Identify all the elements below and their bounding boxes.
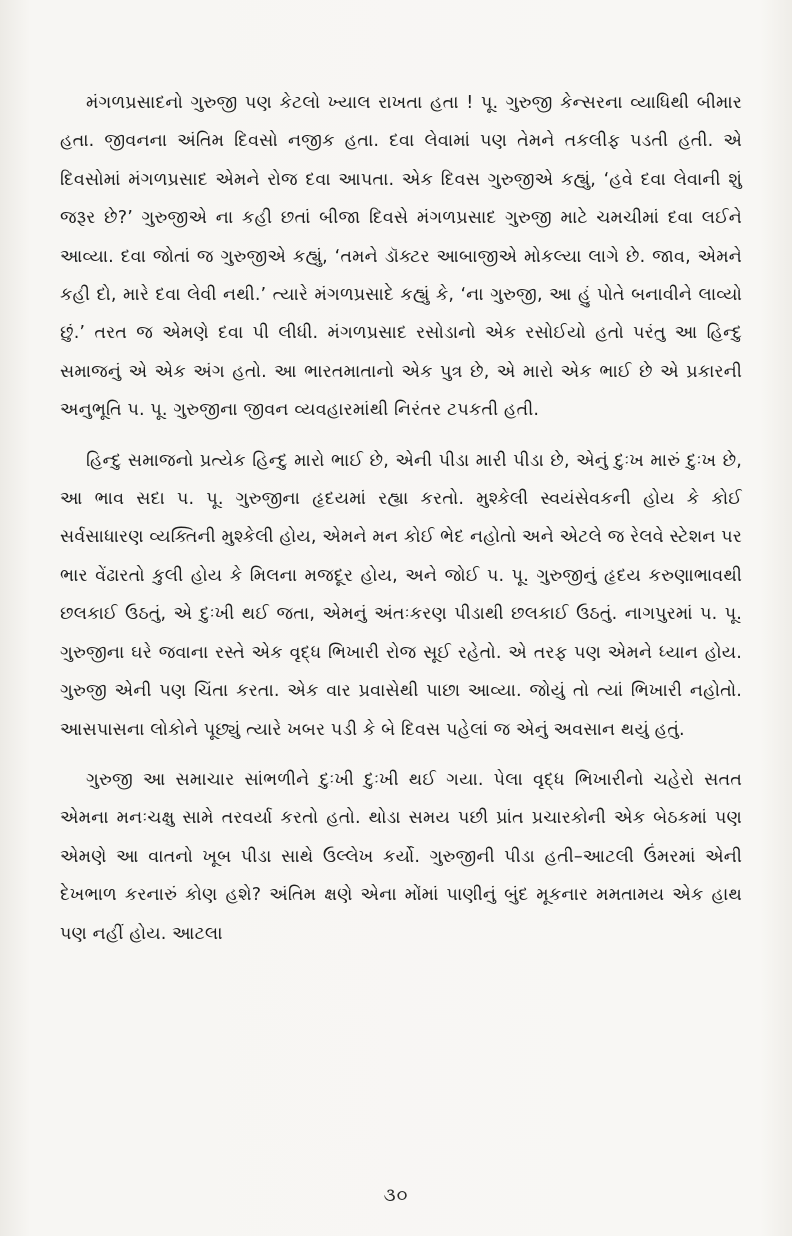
body-text bbox=[60, 84, 742, 953]
paragraph-3: ગુરુજી આ સમાચાર સાંભળીને દુઃખી દુઃખી થઈ ગયા. પેલા વૃદ્ધ ભિખારીનો ચહેરો સતત એમના મનઃચક્ષુ સામે તરવર્યા કરતો હતો. થોડા સમય પછી પ્રાંત પ્રચારકોની એક બેઠકમાં પણ એમણે આ વાતનો ખૂબ પીડા સાથે ઉલ્લેખ કર્યો. ગુરુજીની પીડા હતી–આટલી ઉંમરમાં એની દેખભાળ કરનારું કોણ હશે? અંતિમ ક્ષણે એના મોંમાં પાણીનું બુંદ મૂકનાર મમતામય એક હાથ પણ નહીં હોય. આટલા bbox=[60, 769, 742, 944]
page-number: ૩૦ bbox=[383, 1185, 409, 1206]
paragraph-2: હિન્દુ સમાજનો પ્રત્યેક હિન્દુ મારો ભાઈ છે, એની પીડા મારી પીડા છે, એનું દુઃખ મારું દુઃખ છે, આ ભાવ સદા પ. પૂ. ગુરુજીના હૃદયમાં રહ્યા કરતો. મુશ્કેલી સ્વયંસેવકની હોય કે કોઈ સર્વસાધારણ વ્યક્તિની મુશ્કેલી હોય, એમને મન કોઈ ભેદ નહોતો અને એટલે જ રેલવે સ્ટેશન પર ભાર વેંઢારતો કુલી હોય કે મિલના મજદૂર હોય, અને જોઈ પ. પૂ. ગુરુજીનું હૃદય કરુણાભાવથી છલકાઈ ઉઠતું, એ દુઃખી થઈ જતા, એમનું અંતઃકરણ પીડાથી છલકાઈ ઉઠતું. નાગપુરમાં પ. પૂ. ગુરુજીના ઘરે જવાના રસ્તે એક વૃદ્ધ ભિખારી રોજ સૂઈ રહેતો. એ તરફ પણ એમને ધ્યાન હોય. ગુરુજી એની પણ ચિંતા કરતા. એક વાર પ્રવાસેથી પાછા આવ્યા. જોયું તો ત્યાં ભિખારી નહોતો. આસપાસના લોકોને પૂછ્યું ત્યારે ખબર પડી કે બે દિવસ પહેલાં જ એનું અવસાન થયું હતું. bbox=[60, 450, 742, 740]
paragraph-1: મંગળપ્રસાદનો ગુરુજી પણ કેટલો ખ્યાલ રાખતા હતા ! પૂ. ગુરુજી કેન્સરના વ્યાધિથી બીમાર હતા. જીવનના અંતિમ દિવસો નજીક હતા. દવા લેવામાં પણ તેમને તકલીફ પડતી હતી. એ દિવસોમાં મંગળપ્રસાદ એમને રોજ દવા આપતા. એક દિવસ ગુરુજીએ કહ્યું, ‘હવે દવા લેવાની શું જરૂર છે?’ ગુરુજીએ ના કહી છતાં બીજા દિવસે મંગળપ્રસાદ ગુરુજી માટે ચમચીમાં દવા લઈને આવ્યા. દવા જોતાં જ ગુરુજીએ કહ્યું, ‘તમને ડૉક્ટર આબાજીએ મોકલ્યા લાગે છે. જાવ, એમને કહી દો, મારે દવા લેવી નથી.’ ત્યારે મંગળપ્રસાદે કહ્યું કે, ‘ના ગુરુજી, આ હું પોતે બનાવીને લાવ્યો છું.’ તરત જ એમણે દવા પી લીધી. મંગળપ્રસાદ રસોડાનો એક રસોઈયો હતો પરંતુ આ હિન્દુ સમાજનું એ એક અંગ હતો. આ ભારતમાતાનો એક પુત્ર છે, એ મારો એક ભાઈ છે એ પ્રકારની અનુભૂતિ પ. પૂ. ગુરુજીના જીવન વ્યવહારમાંથી નિરંતર ટપકતી હતી. bbox=[60, 93, 742, 421]
